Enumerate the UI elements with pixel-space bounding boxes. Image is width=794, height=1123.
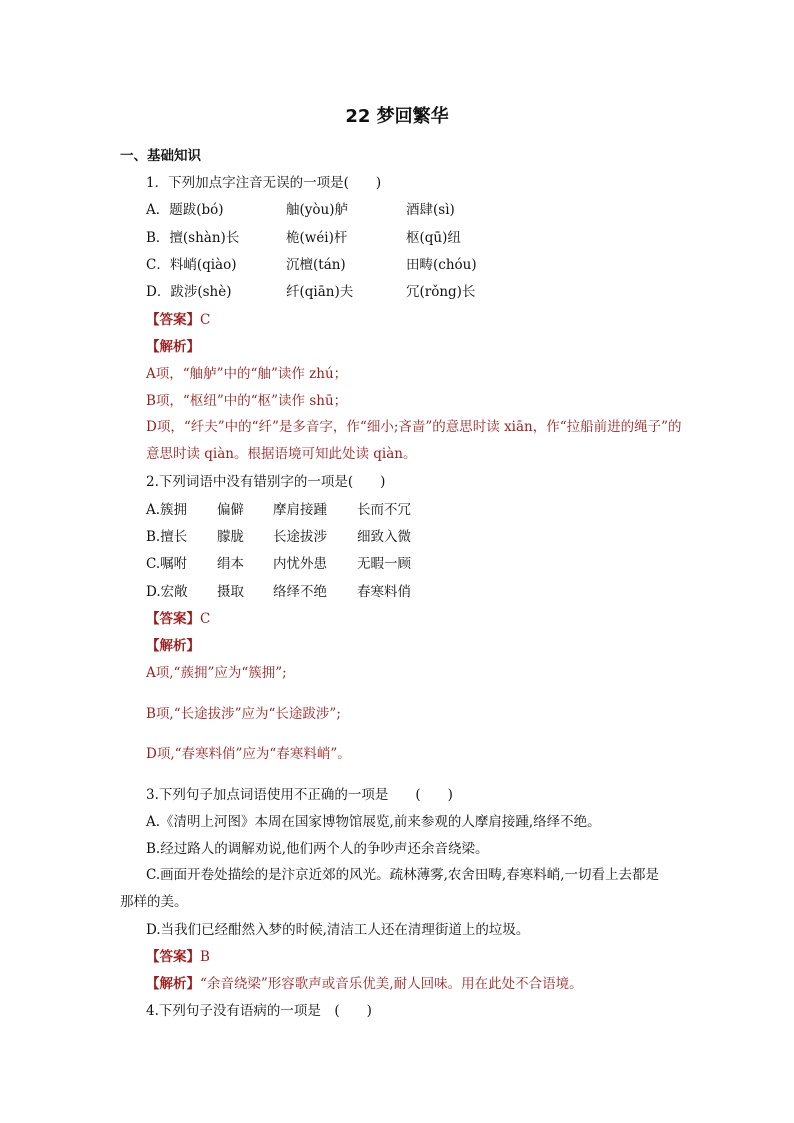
q2-option-c-1: C.嘱咐 xyxy=(146,556,188,572)
q2-option-d-3: 络绎不绝 xyxy=(273,584,327,600)
answer-label: 【答案】 xyxy=(146,949,200,965)
answer-value: B xyxy=(200,949,210,965)
section-heading: 一、基础知识 xyxy=(120,148,201,164)
q3-analysis xyxy=(146,975,583,993)
q1-analysis-d: D项，“纤夫”中的“纤”是多音字，作“细小;吝啬”的意思时读 xiān，作“拉船前进的绳子”的意思时读 qiàn。根据语境可知此处读 qiàn。 xyxy=(146,419,682,462)
q2-option-d-1: D.宏敞 xyxy=(146,584,188,600)
q2-answer xyxy=(146,610,210,628)
q2-option-c-3: 内忧外患 xyxy=(273,556,327,572)
q2-option-c-2: 绢本 xyxy=(217,556,244,572)
answer-value: C xyxy=(200,312,211,328)
q2-analysis-d: D项,“春寒料俏”应为“春寒料峭”。 xyxy=(146,746,351,762)
q2-option-c-4: 无暇一顾 xyxy=(357,556,411,572)
q1-option-b-1: B．擅(shàn)长 xyxy=(146,230,240,246)
q1-option-a-3: 酒肆(sì) xyxy=(406,202,455,218)
q3-option-b: B.经过路人的调解劝说,他们两个人的争吵声还余音绕梁。 xyxy=(146,841,489,857)
answer-label: 【答案】 xyxy=(146,312,200,328)
q2-option-d-2: 摄取 xyxy=(217,584,244,600)
answer-value: C xyxy=(200,611,211,627)
q2-analysis-a: A项,“蔟拥”应为“簇拥”; xyxy=(146,665,287,681)
q3-option-a: A.《清明上河图》本周在国家博物馆展览,前来参观的人摩肩接踵,络绎不绝。 xyxy=(146,814,601,830)
analysis-label: 【解析】 xyxy=(146,976,200,992)
q1-option-d-3: 冗(rǒng)长 xyxy=(406,284,476,300)
q3-option-d: D.当我们已经酣然入梦的时候,清洁工人还在清理街道上的垃圾。 xyxy=(146,922,530,938)
q1-option-c-2: 沉檀(tán) xyxy=(286,257,346,273)
q2-option-a-3: 摩肩接踵 xyxy=(273,502,327,518)
q1-answer xyxy=(146,311,210,329)
analysis-text: “余音绕梁”形容歌声或音乐优美,耐人回味。用在此处不合语境。 xyxy=(200,976,583,992)
q2-analysis-b: B项,“长途拔涉”应为“长途跋涉”; xyxy=(146,706,341,722)
q2-option-b-2: 朦胧 xyxy=(217,529,244,545)
q1-option-b-3: 枢(qū)纽 xyxy=(406,230,461,246)
q4-stem: 4.下列句子没有语病的一项是 ( ) xyxy=(146,1003,372,1019)
q1-analysis-a: A项，“舳舻”中的“舳”读作 zhú； xyxy=(146,366,348,382)
q1-stem: 1．下列加点字注音无误的一项是( ) xyxy=(146,175,382,191)
q2-option-b-3: 长途拔涉 xyxy=(273,529,327,545)
q3-stem: 3.下列句子加点词语使用不正确的一项是 ( ) xyxy=(146,787,453,803)
q1-option-d-2: 纤(qiān)夫 xyxy=(286,284,354,300)
page-title: 22 梦回繁华 xyxy=(345,106,449,127)
q1-option-c-3: 田畴(chóu) xyxy=(406,257,477,273)
answer-label: 【答案】 xyxy=(146,611,200,627)
q2-option-a-4: 长而不冗 xyxy=(357,502,411,518)
q2-option-a-1: A.簇拥 xyxy=(146,502,188,518)
q3-option-c: C.画面开卷处描绘的是汴京近郊的风光。疏林薄雾,农舍田畴,春寒料峭,一切看上去都是那样的美。 xyxy=(120,867,660,910)
q1-option-a-1: A．题跋(bó) xyxy=(146,202,224,218)
q3-answer xyxy=(146,948,210,966)
q2-option-d-4: 春寒料俏 xyxy=(357,584,411,600)
q1-option-d-1: D．跋涉(shè) xyxy=(146,284,232,300)
q2-stem: 2.下列词语中没有错别字的一项是( ) xyxy=(146,474,386,490)
q2-analysis-label: 【解析】 xyxy=(146,638,200,654)
q1-analysis-label: 【解析】 xyxy=(146,339,200,355)
q1-analysis-b: B项，“枢纽”中的“枢”读作 shū； xyxy=(146,393,348,409)
q1-option-c-1: C．料峭(qiào) xyxy=(146,257,237,273)
q2-option-b-1: B.擅长 xyxy=(146,529,188,545)
q2-option-a-2: 偏僻 xyxy=(217,502,244,518)
q1-option-a-2: 舳(yòu)舻 xyxy=(286,202,348,218)
q2-option-b-4: 细致入微 xyxy=(357,529,411,545)
q1-option-b-2: 桅(wéi)杆 xyxy=(286,230,348,246)
